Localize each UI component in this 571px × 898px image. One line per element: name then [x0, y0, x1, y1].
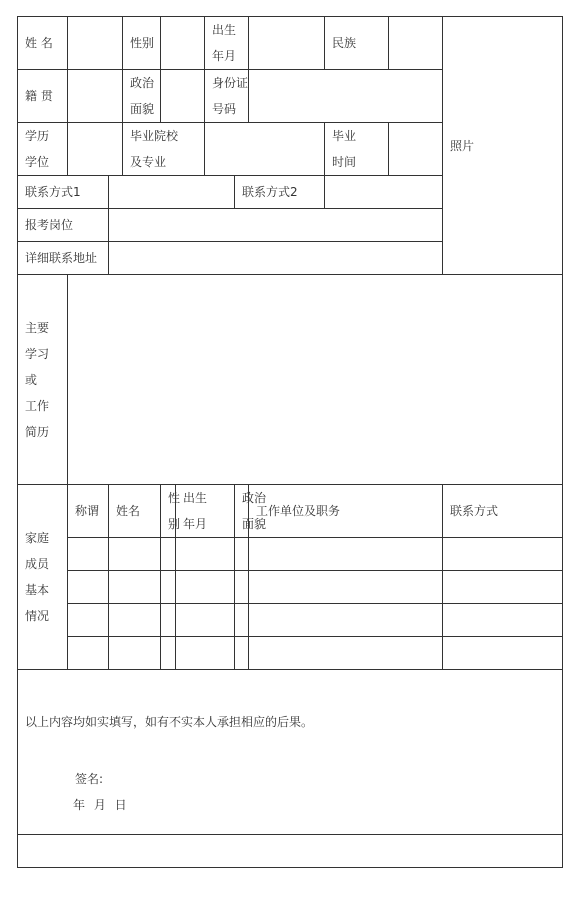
form-row-resume: [18, 275, 563, 485]
contact1-label: 联系方式1: [18, 176, 109, 209]
id-label-line: 身份证: [212, 76, 249, 90]
footer-cell[interactable]: [18, 835, 563, 868]
school-label-line: 及专业: [130, 155, 167, 169]
footer-row: [18, 835, 563, 868]
family-member-row: [18, 538, 563, 571]
birth-field[interactable]: [249, 17, 325, 70]
id-number-field[interactable]: [249, 70, 443, 123]
family-gender-cell[interactable]: [161, 571, 176, 604]
id-label-line: 号码: [212, 102, 237, 116]
id-number-label: [205, 70, 249, 123]
family-name-cell[interactable]: [109, 637, 161, 670]
family-work-cell[interactable]: [249, 637, 443, 670]
grad-time-label: [325, 123, 389, 176]
birth-label-line: 出生: [212, 23, 237, 37]
position-field[interactable]: [109, 209, 443, 242]
political-field[interactable]: [161, 70, 205, 123]
address-field[interactable]: [109, 242, 443, 275]
family-col-birth: [176, 485, 235, 538]
name-field[interactable]: [68, 17, 123, 70]
contact1-field[interactable]: [109, 176, 235, 209]
family-member-row: [18, 604, 563, 637]
family-label-line: 情况: [25, 609, 50, 623]
ethnicity-label: 民族: [325, 17, 389, 70]
education-label-line: 学历: [25, 129, 50, 143]
political-label-line: 政治: [130, 76, 155, 90]
family-col-relation: 称谓: [68, 485, 109, 538]
family-contact-cell[interactable]: [443, 604, 563, 637]
signature-label: 签名:: [75, 772, 104, 786]
resume-label-line: 或: [25, 372, 38, 387]
resume-label-line: 工作: [25, 398, 50, 413]
school-label-line: 毕业院校: [130, 129, 179, 143]
family-col-gender: [161, 485, 181, 538]
birth-label: [205, 17, 249, 70]
resume-field[interactable]: [68, 275, 563, 485]
contact2-label: 联系方式2: [235, 176, 325, 209]
native-place-field[interactable]: [68, 70, 123, 123]
gender-field[interactable]: [161, 17, 205, 70]
family-contact-cell[interactable]: [443, 637, 563, 670]
family-work-cell[interactable]: [249, 571, 443, 604]
family-political-cell[interactable]: [235, 637, 249, 670]
family-birth-cell[interactable]: [176, 637, 235, 670]
declaration-cell[interactable]: [18, 670, 563, 835]
family-col-name: 姓名: [109, 485, 161, 538]
family-birth-cell[interactable]: [176, 538, 235, 571]
family-gender-cell[interactable]: [161, 604, 176, 637]
contact2-field[interactable]: [325, 176, 443, 209]
form-row-basic-1: [18, 17, 563, 70]
position-label: 报考岗位: [18, 209, 109, 242]
resume-label-line: 主要: [25, 320, 50, 335]
family-col-birth-line: 年月: [183, 517, 208, 531]
family-col-gender-line: 别: [168, 517, 181, 531]
photo-box[interactable]: 照片: [443, 17, 563, 275]
family-name-cell[interactable]: [109, 571, 161, 604]
family-gender-cell[interactable]: [161, 637, 176, 670]
family-col-political-line: 政治: [242, 491, 267, 505]
family-contact-cell[interactable]: [443, 538, 563, 571]
grad-time-field[interactable]: [389, 123, 443, 176]
family-relation-cell[interactable]: [68, 637, 109, 670]
declaration-row: [18, 670, 563, 835]
family-col-gender-line: 性: [168, 491, 181, 505]
family-label-line: 基本: [25, 583, 50, 597]
family-label-line: 家庭: [25, 531, 50, 545]
family-contact-cell[interactable]: [443, 571, 563, 604]
ethnicity-field[interactable]: [389, 17, 443, 70]
political-label-line: 面貌: [130, 102, 155, 116]
family-relation-cell[interactable]: [68, 604, 109, 637]
grad-time-label-line: 毕业: [332, 129, 357, 143]
family-birth-cell[interactable]: [176, 571, 235, 604]
application-form-table: [17, 16, 563, 868]
family-member-row: [18, 637, 563, 670]
family-label: [18, 485, 68, 670]
family-col-political-line: 面貌: [242, 517, 267, 531]
family-col-birth-line: 出生: [183, 491, 208, 505]
gender-label: 性别: [123, 17, 161, 70]
family-header-row: [18, 485, 563, 538]
family-work-cell[interactable]: [249, 538, 443, 571]
birth-label-line: 年月: [212, 49, 237, 63]
resume-label-line: 简历: [25, 424, 50, 439]
education-label: [18, 123, 68, 176]
family-name-cell[interactable]: [109, 604, 161, 637]
family-work-cell[interactable]: [249, 604, 443, 637]
education-field[interactable]: [68, 123, 123, 176]
declaration-text: 以上内容均如实填写，如有不实本人承担相应的后果。: [25, 715, 314, 729]
school-major-label: [123, 123, 205, 176]
family-birth-cell[interactable]: [176, 604, 235, 637]
education-label-line: 学位: [25, 155, 50, 169]
family-political-cell[interactable]: [235, 571, 249, 604]
family-label-line: 成员: [25, 557, 50, 571]
family-relation-cell[interactable]: [68, 571, 109, 604]
family-relation-cell[interactable]: [68, 538, 109, 571]
address-label: 详细联系地址: [18, 242, 109, 275]
family-political-cell[interactable]: [235, 538, 249, 571]
family-name-cell[interactable]: [109, 538, 161, 571]
family-political-cell[interactable]: [235, 604, 249, 637]
family-col-political: [235, 485, 267, 538]
political-label: [123, 70, 161, 123]
family-col-work: 工作单位及职务: [249, 485, 443, 538]
resume-label: [18, 275, 68, 485]
family-col-contact: 联系方式: [443, 485, 563, 538]
date-label: 年 月 日: [73, 798, 127, 812]
family-member-row: [18, 571, 563, 604]
family-gender-cell[interactable]: [161, 538, 176, 571]
school-major-field[interactable]: [205, 123, 325, 176]
name-label: 姓 名: [18, 17, 68, 70]
grad-time-label-line: 时间: [332, 155, 357, 169]
resume-label-line: 学习: [25, 346, 50, 361]
native-place-label: 籍 贯: [18, 70, 68, 123]
